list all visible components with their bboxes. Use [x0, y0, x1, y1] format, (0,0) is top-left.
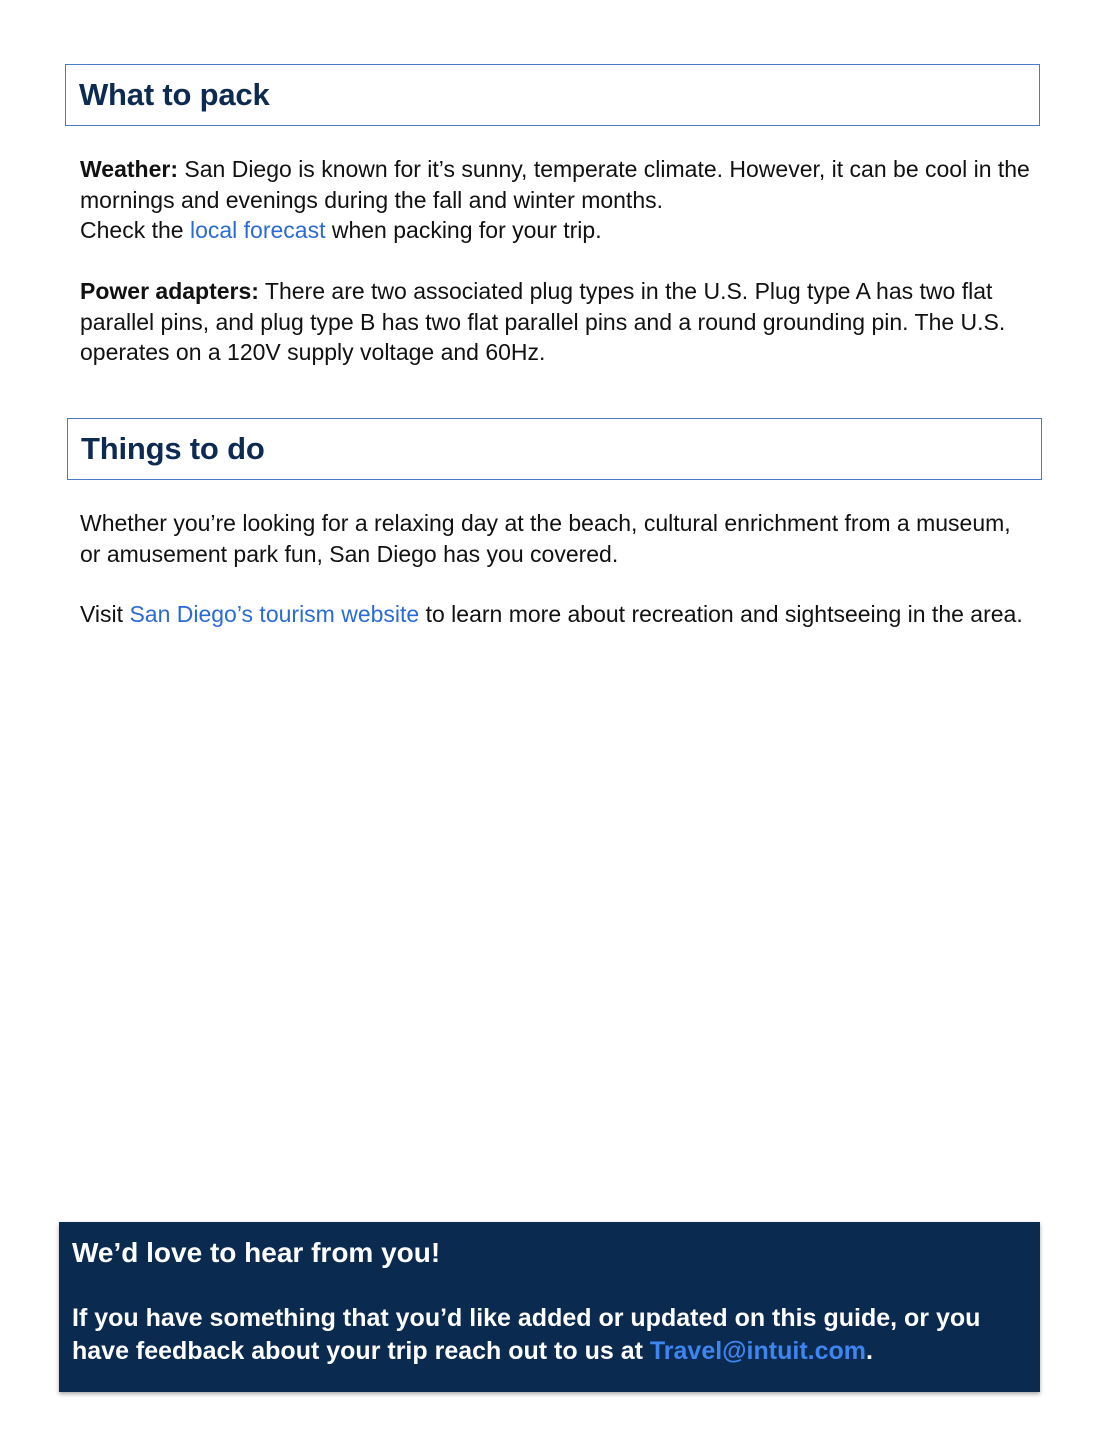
- feedback-banner: [59, 1222, 1040, 1392]
- weather-paragraph: [80, 154, 1030, 246]
- tourism-website-link[interactable]: San Diego’s tourism website: [129, 601, 420, 627]
- feedback-title: We’d love to hear from you!: [72, 1237, 441, 1268]
- feedback-body: [72, 1302, 1027, 1368]
- things-to-do-intro: Whether you’re looking for a relaxing day at the beach, cultural enrichment from a museum, or amusement park fun, San Diego has you covered.: [80, 510, 1011, 567]
- things-to-do-header: [67, 418, 1042, 480]
- forecast-suffix: when packing for your trip.: [325, 217, 602, 243]
- forecast-prefix: Check the: [80, 217, 190, 243]
- weather-text: San Diego is known for it’s sunny, temperate climate. However, it can be cool in the mornings and evenings during the fall and winter months.: [80, 156, 1030, 213]
- feedback-text: If you have something that you’d like added or updated on this guide, or you have feedback about your trip reach out to us at: [72, 1304, 981, 1365]
- power-adapters-label: Power adapters:: [80, 278, 259, 304]
- things-to-do-title: Things to do: [81, 431, 265, 466]
- power-adapters-paragraph: [80, 276, 1030, 368]
- what-to-pack-title: What to pack: [79, 77, 270, 112]
- tourism-paragraph: [80, 599, 1030, 630]
- what-to-pack-header: [65, 64, 1040, 126]
- local-forecast-link[interactable]: local forecast: [189, 217, 326, 243]
- travel-email-link[interactable]: Travel@intuit.com: [649, 1337, 866, 1365]
- weather-label: Weather:: [80, 156, 178, 182]
- tourism-suffix: to learn more about recreation and sightseeing in the area.: [419, 601, 1023, 627]
- tourism-prefix: Visit: [80, 601, 130, 627]
- power-adapters-text: There are two associated plug types in the U.S. Plug type A has two flat parallel pins, and plug type B has two flat parallel pins and a round grounding pin. The U.S. operates on a 120V supply voltage and 60Hz.: [80, 278, 1006, 365]
- feedback-end: .: [866, 1337, 873, 1365]
